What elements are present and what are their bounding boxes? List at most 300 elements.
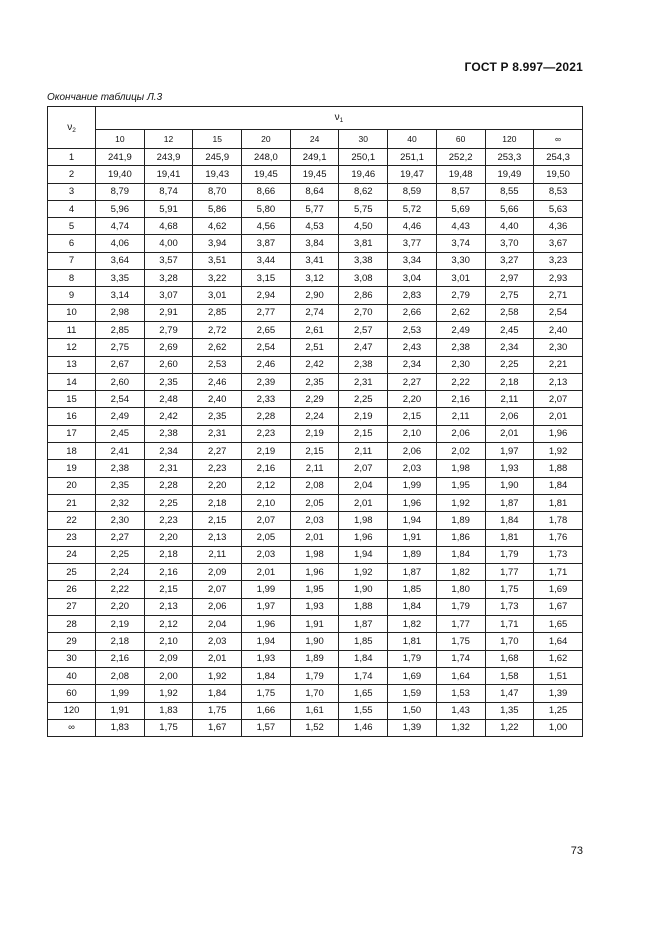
- row-label: 29: [48, 633, 96, 650]
- table-cell: 2,98: [96, 304, 145, 321]
- row-label: 9: [48, 287, 96, 304]
- table-cell: 1,84: [193, 685, 242, 702]
- table-cell: 2,11: [193, 546, 242, 563]
- table-cell: 2,67: [96, 356, 145, 373]
- table-cell: 1,55: [339, 702, 388, 719]
- table-cell: 2,06: [193, 598, 242, 615]
- table-cell: 8,62: [339, 183, 388, 200]
- table-row: [48, 443, 583, 460]
- table-cell: 4,53: [290, 218, 339, 235]
- table-cell: 2,91: [144, 304, 193, 321]
- table-cell: 2,72: [193, 321, 242, 338]
- table-cell: 2,27: [388, 373, 437, 390]
- table-cell: 2,45: [485, 321, 534, 338]
- table-cell: 1,79: [290, 667, 339, 684]
- table-cell: 2,21: [534, 356, 583, 373]
- table-cell: 2,40: [193, 391, 242, 408]
- table-cell: 1,69: [388, 667, 437, 684]
- row-label: 2: [48, 166, 96, 183]
- table-cell: 3,35: [96, 270, 145, 287]
- table-cell: 1,83: [96, 719, 145, 736]
- table-cell: 2,06: [388, 443, 437, 460]
- table-cell: 2,85: [193, 304, 242, 321]
- table-cell: 2,46: [193, 373, 242, 390]
- table-cell: 2,03: [242, 546, 291, 563]
- column-header-row: [48, 129, 583, 148]
- table-cell: 3,01: [436, 270, 485, 287]
- col-group-subscript: 1: [339, 116, 344, 124]
- table-cell: 8,74: [144, 183, 193, 200]
- table-cell: 3,81: [339, 235, 388, 252]
- row-label: 19: [48, 460, 96, 477]
- row-label: 30: [48, 650, 96, 667]
- table-cell: 4,50: [339, 218, 388, 235]
- table-cell: 1,91: [290, 616, 339, 633]
- table-cell: 3,22: [193, 270, 242, 287]
- row-label: 27: [48, 598, 96, 615]
- table-cell: 2,43: [388, 339, 437, 356]
- table-cell: 3,07: [144, 287, 193, 304]
- table-cell: 1,95: [290, 581, 339, 598]
- row-label: 12: [48, 339, 96, 356]
- table-cell: 2,61: [290, 321, 339, 338]
- table-cell: 1,92: [144, 685, 193, 702]
- table-cell: 3,23: [534, 252, 583, 269]
- table-cell: 1,99: [242, 581, 291, 598]
- table-cell: 1,71: [534, 564, 583, 581]
- table-cell: 1,94: [388, 512, 437, 529]
- row-label: 25: [48, 564, 96, 581]
- table-cell: 245,9: [193, 149, 242, 166]
- table-cell: 5,86: [193, 200, 242, 217]
- table-cell: 2,38: [436, 339, 485, 356]
- table-cell: 1,88: [534, 460, 583, 477]
- table-cell: 8,53: [534, 183, 583, 200]
- table-cell: 2,10: [242, 494, 291, 511]
- row-label: 120: [48, 702, 96, 719]
- table-cell: 2,20: [96, 598, 145, 615]
- row-label: 8: [48, 270, 96, 287]
- table-cell: 2,34: [144, 443, 193, 460]
- table-cell: 2,47: [339, 339, 388, 356]
- table-cell: 1,86: [436, 529, 485, 546]
- table-cell: 2,90: [290, 287, 339, 304]
- table-row: [48, 321, 583, 338]
- table-cell: 5,66: [485, 200, 534, 217]
- table-cell: 2,75: [96, 339, 145, 356]
- table-cell: 241,9: [96, 149, 145, 166]
- table-cell: 2,75: [485, 287, 534, 304]
- table-cell: 1,88: [339, 598, 388, 615]
- table-cell: 1,84: [485, 512, 534, 529]
- table-cell: 1,98: [339, 512, 388, 529]
- table-cell: 1,84: [242, 667, 291, 684]
- table-row: [48, 494, 583, 511]
- table-cell: 8,55: [485, 183, 534, 200]
- table-cell: 2,18: [96, 633, 145, 650]
- table-cell: 3,87: [242, 235, 291, 252]
- table-row: [48, 685, 583, 702]
- table-cell: 5,77: [290, 200, 339, 217]
- table-cell: 4,40: [485, 218, 534, 235]
- table-cell: 3,08: [339, 270, 388, 287]
- table-cell: 1,73: [534, 546, 583, 563]
- table-row: [48, 598, 583, 615]
- table-cell: 2,58: [485, 304, 534, 321]
- table-cell: 2,83: [388, 287, 437, 304]
- table-cell: 1,92: [339, 564, 388, 581]
- table-cell: 2,15: [290, 443, 339, 460]
- column-header: ∞: [534, 129, 583, 148]
- table-cell: 250,1: [339, 149, 388, 166]
- table-cell: 1,90: [339, 581, 388, 598]
- table-cell: 2,54: [96, 391, 145, 408]
- table-cell: 2,10: [388, 425, 437, 442]
- table-row: [48, 564, 583, 581]
- table-cell: 2,13: [534, 373, 583, 390]
- table-cell: 2,07: [339, 460, 388, 477]
- row-header-symbol: ν: [67, 121, 73, 133]
- row-label: 13: [48, 356, 96, 373]
- table-cell: 2,79: [436, 287, 485, 304]
- table-cell: 2,35: [96, 477, 145, 494]
- table-cell: 1,96: [339, 529, 388, 546]
- table-cell: 1,92: [193, 667, 242, 684]
- row-label: 4: [48, 200, 96, 217]
- table-cell: 2,19: [96, 616, 145, 633]
- table-cell: 2,02: [436, 443, 485, 460]
- table-cell: 2,03: [193, 633, 242, 650]
- table-cell: 5,63: [534, 200, 583, 217]
- table-cell: 1,89: [388, 546, 437, 563]
- table-cell: 1,99: [388, 477, 437, 494]
- table-cell: 1,74: [436, 650, 485, 667]
- f-distribution-table: [47, 106, 583, 737]
- table-cell: 2,12: [242, 477, 291, 494]
- table-cell: 1,46: [339, 719, 388, 736]
- column-header: 10: [96, 129, 145, 148]
- table-cell: 2,10: [144, 633, 193, 650]
- table-cell: 2,19: [290, 425, 339, 442]
- table-cell: 2,60: [144, 356, 193, 373]
- table-row: [48, 650, 583, 667]
- table-cell: 3,84: [290, 235, 339, 252]
- table-row: [48, 252, 583, 269]
- table-cell: 3,64: [96, 252, 145, 269]
- table-cell: 2,20: [388, 391, 437, 408]
- table-cell: 19,46: [339, 166, 388, 183]
- table-cell: 1,65: [339, 685, 388, 702]
- table-cell: 2,07: [193, 581, 242, 598]
- table-cell: 2,06: [436, 425, 485, 442]
- table-cell: 1,87: [339, 616, 388, 633]
- table-cell: 2,71: [534, 287, 583, 304]
- table-cell: 2,08: [96, 667, 145, 684]
- table-cell: 2,08: [290, 477, 339, 494]
- table-cell: 2,35: [193, 408, 242, 425]
- table-cell: 2,22: [436, 373, 485, 390]
- table-cell: 1,65: [534, 616, 583, 633]
- table-cell: 2,53: [388, 321, 437, 338]
- table-cell: 19,41: [144, 166, 193, 183]
- table-cell: 2,45: [96, 425, 145, 442]
- table-cell: 2,24: [290, 408, 339, 425]
- table-cell: 5,72: [388, 200, 437, 217]
- table-cell: 2,30: [96, 512, 145, 529]
- table-cell: 4,62: [193, 218, 242, 235]
- table-cell: 8,70: [193, 183, 242, 200]
- table-cell: 2,62: [193, 339, 242, 356]
- table-cell: 2,18: [193, 494, 242, 511]
- table-cell: 1,73: [485, 598, 534, 615]
- table-cell: 19,50: [534, 166, 583, 183]
- table-cell: 3,41: [290, 252, 339, 269]
- table-row: [48, 270, 583, 287]
- table-cell: 8,57: [436, 183, 485, 200]
- table-cell: 3,14: [96, 287, 145, 304]
- table-cell: 243,9: [144, 149, 193, 166]
- table-cell: 4,56: [242, 218, 291, 235]
- table-cell: 2,13: [193, 529, 242, 546]
- table-cell: 2,41: [96, 443, 145, 460]
- table-cell: 2,70: [339, 304, 388, 321]
- table-cell: 1,98: [290, 546, 339, 563]
- table-cell: 1,95: [436, 477, 485, 494]
- table-cell: 1,32: [436, 719, 485, 736]
- table-cell: 2,35: [144, 373, 193, 390]
- table-cell: 1,75: [242, 685, 291, 702]
- table-cell: 1,80: [436, 581, 485, 598]
- table-cell: 1,93: [485, 460, 534, 477]
- table-cell: 249,1: [290, 149, 339, 166]
- table-cell: 1,64: [436, 667, 485, 684]
- row-label: 5: [48, 218, 96, 235]
- table-row: [48, 425, 583, 442]
- table-cell: 1,81: [534, 494, 583, 511]
- table-cell: 1,53: [436, 685, 485, 702]
- table-cell: 252,2: [436, 149, 485, 166]
- table-cell: 1,58: [485, 667, 534, 684]
- table-cell: 1,91: [96, 702, 145, 719]
- table-cell: 1,50: [388, 702, 437, 719]
- table-cell: 1,82: [436, 564, 485, 581]
- table-cell: 2,15: [144, 581, 193, 598]
- table-cell: 1,97: [242, 598, 291, 615]
- table-row: [48, 200, 583, 217]
- table-cell: 1,22: [485, 719, 534, 736]
- table-cell: 1,47: [485, 685, 534, 702]
- table-cell: 1,39: [534, 685, 583, 702]
- table-row: [48, 408, 583, 425]
- table-cell: 8,79: [96, 183, 145, 200]
- table-cell: 2,93: [534, 270, 583, 287]
- table-cell: 1,90: [485, 477, 534, 494]
- table-cell: 2,48: [144, 391, 193, 408]
- table-cell: 5,69: [436, 200, 485, 217]
- table-cell: 2,20: [193, 477, 242, 494]
- row-label: 21: [48, 494, 96, 511]
- table-cell: 1,94: [242, 633, 291, 650]
- row-label: 6: [48, 235, 96, 252]
- table-cell: 2,13: [144, 598, 193, 615]
- row-label: 1: [48, 149, 96, 166]
- table-cell: 3,38: [339, 252, 388, 269]
- table-row: [48, 719, 583, 736]
- table-row: [48, 616, 583, 633]
- table-cell: 1,82: [388, 616, 437, 633]
- table-cell: 2,49: [436, 321, 485, 338]
- table-cell: 2,27: [193, 443, 242, 460]
- table-row: [48, 633, 583, 650]
- table-cell: 1,79: [485, 546, 534, 563]
- table-row: [48, 512, 583, 529]
- row-label: 23: [48, 529, 96, 546]
- table-cell: 2,22: [96, 581, 145, 598]
- table-cell: 2,11: [339, 443, 388, 460]
- column-header: 30: [339, 129, 388, 148]
- table-cell: 2,32: [96, 494, 145, 511]
- table-cell: 4,00: [144, 235, 193, 252]
- table-cell: 1,75: [436, 633, 485, 650]
- table-cell: 1,96: [290, 564, 339, 581]
- table-cell: 2,33: [242, 391, 291, 408]
- table-cell: 4,68: [144, 218, 193, 235]
- table-caption: Окончание таблицы Л.3: [47, 92, 163, 103]
- table-cell: 1,83: [144, 702, 193, 719]
- table-cell: 3,30: [436, 252, 485, 269]
- table-cell: 2,38: [339, 356, 388, 373]
- document-id: ГОСТ Р 8.997—2021: [464, 60, 583, 74]
- table-cell: 1,75: [193, 702, 242, 719]
- table-row: [48, 287, 583, 304]
- col-group-header-v1: [96, 107, 583, 130]
- table-cell: 2,34: [388, 356, 437, 373]
- table-cell: 1,61: [290, 702, 339, 719]
- table-cell: 1,70: [290, 685, 339, 702]
- col-group-symbol: ν: [334, 111, 340, 123]
- row-label: 14: [48, 373, 96, 390]
- table-cell: 2,23: [242, 425, 291, 442]
- table-cell: 2,20: [144, 529, 193, 546]
- table-cell: 1,74: [339, 667, 388, 684]
- table-cell: 3,01: [193, 287, 242, 304]
- table-cell: 1,87: [485, 494, 534, 511]
- table-cell: 2,03: [290, 512, 339, 529]
- table-cell: 2,39: [242, 373, 291, 390]
- table-cell: 1,92: [436, 494, 485, 511]
- table-cell: 253,3: [485, 149, 534, 166]
- table-cell: 2,03: [388, 460, 437, 477]
- row-header-subscript: 2: [72, 126, 76, 134]
- row-label: 7: [48, 252, 96, 269]
- table-cell: 1,76: [534, 529, 583, 546]
- table-cell: 8,66: [242, 183, 291, 200]
- table-cell: 251,1: [388, 149, 437, 166]
- table-row: [48, 218, 583, 235]
- row-label: 24: [48, 546, 96, 563]
- table-cell: 2,01: [485, 425, 534, 442]
- table-cell: 1,94: [339, 546, 388, 563]
- table-cell: 4,74: [96, 218, 145, 235]
- table-cell: 2,65: [242, 321, 291, 338]
- table-cell: 254,3: [534, 149, 583, 166]
- row-label: 40: [48, 667, 96, 684]
- table-cell: 4,43: [436, 218, 485, 235]
- table-cell: 2,04: [193, 616, 242, 633]
- table-cell: 1,75: [485, 581, 534, 598]
- table-cell: 3,67: [534, 235, 583, 252]
- table-cell: 1,90: [290, 633, 339, 650]
- table-cell: 2,94: [242, 287, 291, 304]
- table-cell: 1,77: [485, 564, 534, 581]
- table-cell: 1,96: [534, 425, 583, 442]
- table-cell: 2,11: [485, 391, 534, 408]
- table-cell: 2,25: [485, 356, 534, 373]
- table-cell: 2,51: [290, 339, 339, 356]
- row-label: 10: [48, 304, 96, 321]
- table-cell: 4,36: [534, 218, 583, 235]
- table-cell: 1,00: [534, 719, 583, 736]
- table-cell: 2,23: [193, 460, 242, 477]
- table-cell: 2,01: [290, 529, 339, 546]
- table-cell: 2,25: [339, 391, 388, 408]
- table-cell: 2,25: [144, 494, 193, 511]
- table-row: [48, 356, 583, 373]
- table-cell: 2,86: [339, 287, 388, 304]
- table-cell: 2,15: [193, 512, 242, 529]
- table-cell: 2,54: [534, 304, 583, 321]
- table-cell: 1,93: [242, 650, 291, 667]
- table-cell: 2,23: [144, 512, 193, 529]
- column-header: 15: [193, 129, 242, 148]
- column-header: 20: [242, 129, 291, 148]
- table-cell: 3,27: [485, 252, 534, 269]
- table-cell: 1,84: [436, 546, 485, 563]
- table-cell: 2,05: [290, 494, 339, 511]
- table-cell: 2,54: [242, 339, 291, 356]
- table-cell: 2,42: [290, 356, 339, 373]
- table-row: [48, 166, 583, 183]
- table-cell: 2,62: [436, 304, 485, 321]
- table-cell: 248,0: [242, 149, 291, 166]
- table-row: [48, 460, 583, 477]
- table-cell: 1,35: [485, 702, 534, 719]
- table-cell: 2,30: [534, 339, 583, 356]
- table-cell: 2,29: [290, 391, 339, 408]
- table-cell: 2,16: [242, 460, 291, 477]
- row-label: 18: [48, 443, 96, 460]
- table-row: [48, 529, 583, 546]
- table-cell: 1,64: [534, 633, 583, 650]
- table-row: [48, 149, 583, 166]
- table-cell: 1,81: [388, 633, 437, 650]
- table-cell: 2,53: [193, 356, 242, 373]
- table-cell: 1,93: [290, 598, 339, 615]
- table-row: [48, 391, 583, 408]
- table-cell: 1,75: [144, 719, 193, 736]
- table-cell: 2,27: [96, 529, 145, 546]
- table-cell: 2,74: [290, 304, 339, 321]
- table-cell: 1,52: [290, 719, 339, 736]
- table-cell: 2,97: [485, 270, 534, 287]
- table-cell: 1,97: [485, 443, 534, 460]
- table-cell: 19,45: [290, 166, 339, 183]
- table-cell: 5,75: [339, 200, 388, 217]
- table-cell: 3,44: [242, 252, 291, 269]
- table-cell: 2,15: [388, 408, 437, 425]
- row-label: 60: [48, 685, 96, 702]
- table-cell: 2,04: [339, 477, 388, 494]
